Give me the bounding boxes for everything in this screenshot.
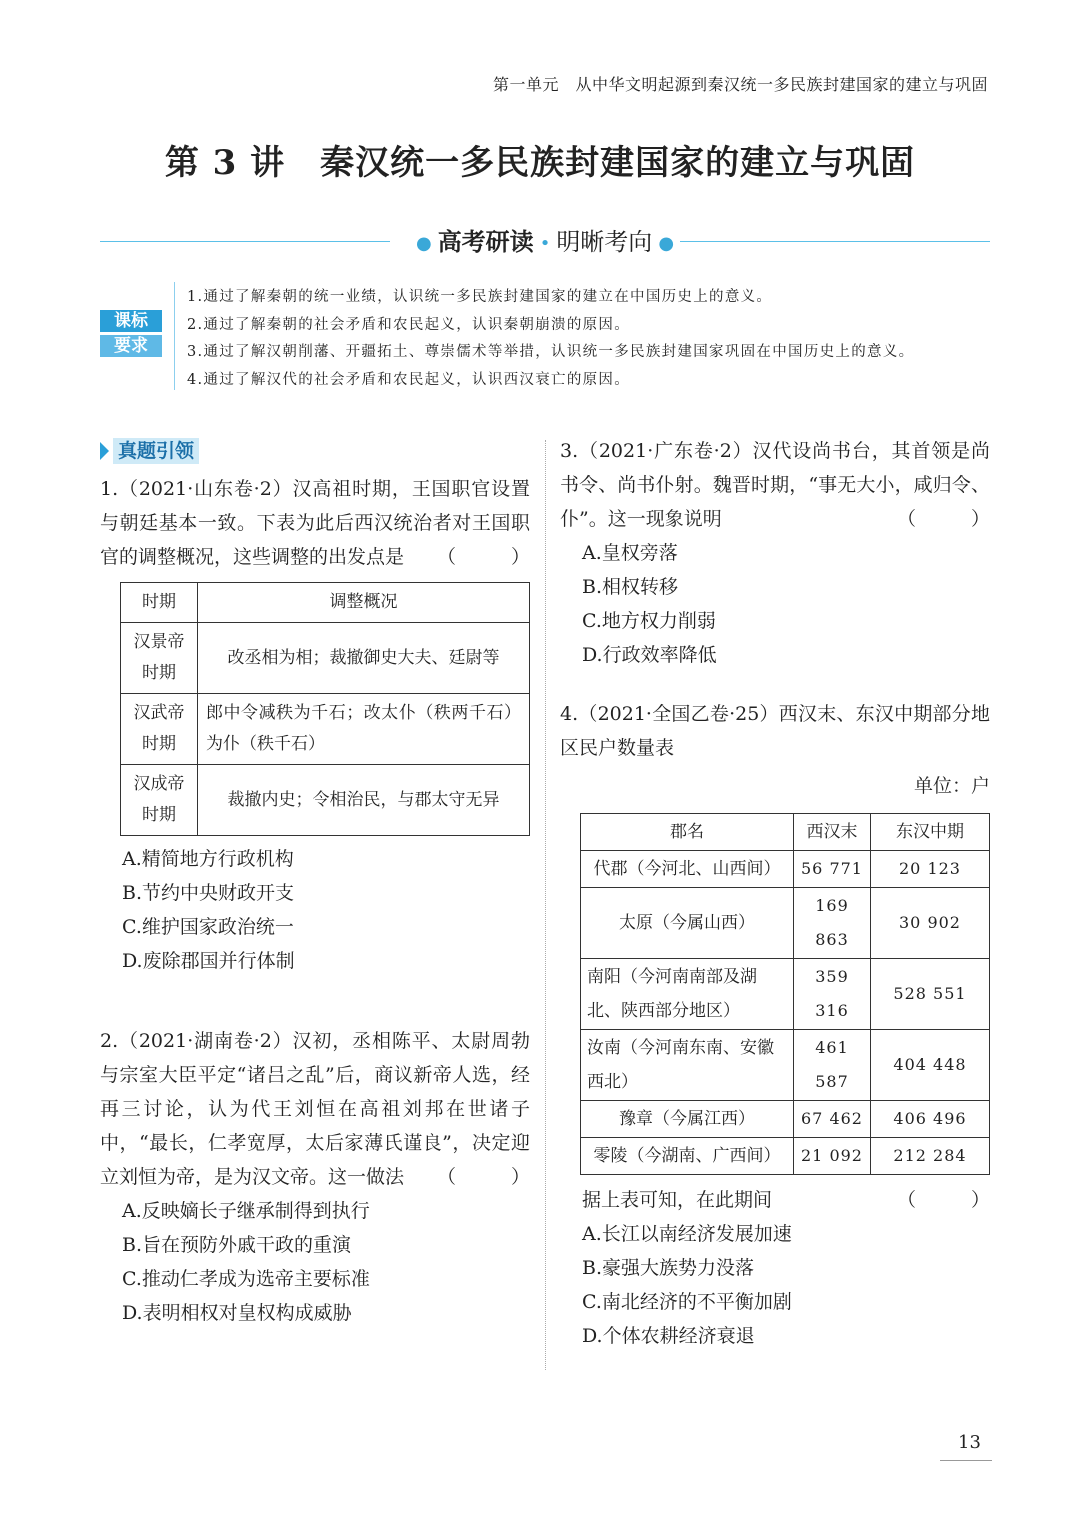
table-cell: 郎中令减秩为千石；改太仆（秩两千石）为仆（秩千石） xyxy=(198,694,530,765)
curriculum-badge xyxy=(100,310,162,358)
table-row xyxy=(121,765,530,836)
table-cell: 67 462 xyxy=(794,1101,871,1138)
table-cell: 裁撤内史；令相治民，与郡太守无异 xyxy=(198,765,530,836)
table-header-cell: 时期 xyxy=(121,583,198,623)
option: D.行政效率降低 xyxy=(582,644,717,666)
table-cell: 359 316 xyxy=(794,959,871,1030)
table-row xyxy=(581,1138,990,1175)
option: B.相权转移 xyxy=(582,576,679,598)
table-cell: 56 771 xyxy=(794,851,871,888)
q1-table xyxy=(120,582,530,836)
table-cell: 20 123 xyxy=(871,851,990,888)
option: C.推动仁孝成为选帝主要标准 xyxy=(122,1268,370,1290)
table-cell: 零陵（今湖南、广西间） xyxy=(581,1138,794,1175)
table-cell: 汉成帝时期 xyxy=(121,765,198,836)
section-tag-label: 真题引领 xyxy=(113,438,199,464)
banner-text xyxy=(100,222,990,257)
table-header-cell: 东汉中期 xyxy=(871,814,990,851)
option: B.豪强大族势力没落 xyxy=(582,1257,755,1279)
requirement-item: 3.通过了解汉朝削藩、开疆拓土、尊崇儒术等举措，认识统一多民族封建国家巩固在中国历史上的意义。 xyxy=(187,344,915,360)
table-cell: 406 496 xyxy=(871,1101,990,1138)
column-divider xyxy=(545,440,546,1370)
dot-icon: • xyxy=(539,233,551,254)
table-cell: 太原（今属山西） xyxy=(581,888,794,959)
triangle-marker-icon xyxy=(100,442,109,460)
table-row xyxy=(121,623,530,694)
option: D.表明相权对皇权构成威胁 xyxy=(122,1302,352,1324)
question-4 xyxy=(560,697,1008,1353)
section-tag xyxy=(100,438,199,464)
lecture-title: 第 3 讲 秦汉统一多民族封建国家的建立与巩固 xyxy=(164,143,916,183)
table-row xyxy=(581,851,990,888)
table-row xyxy=(581,1101,990,1138)
option: B.节约中央财政开支 xyxy=(122,882,295,904)
q2-stem-text: 2.（2021·湖南卷·2）汉初，丞相陈平、太尉周勃与宗室大臣平定“诸吕之乱”后，商议新帝人选，经再三讨论，认为代王刘恒在高祖刘邦在世诸子中，“最长，仁孝宽厚，太后家薄氏谨良”，决定迎立刘恒为帝，是为汉文帝。这一做法 xyxy=(100,1030,530,1188)
table-header-cell: 调整概况 xyxy=(198,583,530,623)
q4-stem-after xyxy=(560,1183,1008,1217)
table-cell: 404 448 xyxy=(871,1030,990,1101)
dot-icon: ● xyxy=(415,233,432,254)
section-banner xyxy=(100,222,990,260)
table-row xyxy=(581,959,990,1030)
table-cell: 改丞相为相；裁撤御史大夫、廷尉等 xyxy=(198,623,530,694)
option: C.维护国家政治统一 xyxy=(122,916,294,938)
answer-bracket: （ ） xyxy=(436,1166,548,1188)
table-row xyxy=(581,1030,990,1101)
table-cell: 528 551 xyxy=(871,959,990,1030)
table-cell: 汉景帝时期 xyxy=(121,623,198,694)
option: A.长江以南经济发展加速 xyxy=(582,1223,792,1245)
question-1 xyxy=(100,472,548,978)
option: D.废除郡国并行体制 xyxy=(122,950,295,972)
page-number-rule xyxy=(940,1460,992,1461)
table-header-cell: 西汉末 xyxy=(794,814,871,851)
q2-stem xyxy=(100,1024,548,1194)
table-cell: 豫章（今属江西） xyxy=(581,1101,794,1138)
answer-bracket: （ ） xyxy=(896,508,1008,530)
q4-table xyxy=(580,813,990,1175)
table-cell: 461 587 xyxy=(794,1030,871,1101)
banner-left-text: 高考研读 xyxy=(437,227,534,256)
table-cell: 南阳（今河南南部及湖北、陕西部分地区） xyxy=(581,959,794,1030)
answer-bracket: （ ） xyxy=(436,546,548,568)
question-2 xyxy=(100,1024,548,1330)
dot-icon: ● xyxy=(658,233,675,254)
table-cell: 169 863 xyxy=(794,888,871,959)
option: A.反映嫡长子继承制得到执行 xyxy=(122,1200,370,1222)
requirement-item: 1.通过了解秦朝的统一业绩，认识统一多民族封建国家的建立在中国历史上的意义。 xyxy=(187,289,773,305)
banner-right-text: 明晰考向 xyxy=(556,228,653,256)
table-cell: 21 092 xyxy=(794,1138,871,1175)
table-header-cell: 郡名 xyxy=(581,814,794,851)
q4-stem: 4.（2021·全国乙卷·25）西汉末、东汉中期部分地区民户数量表 xyxy=(560,703,990,759)
q4-unit: 单位：户 xyxy=(913,775,990,797)
table-cell: 汉武帝时期 xyxy=(121,694,198,765)
badge-line-1: 课标 xyxy=(100,310,162,332)
page-number: 13 xyxy=(958,1432,981,1453)
q3-stem xyxy=(560,434,1008,536)
option: A.皇权旁落 xyxy=(582,542,678,564)
badge-line-2: 要求 xyxy=(100,335,162,357)
q4-stem-after-text: 据上表可知，在此期间 xyxy=(582,1189,773,1211)
requirement-item: 2.通过了解秦朝的社会矛盾和农民起义，认识秦朝崩溃的原因。 xyxy=(187,316,631,333)
table-header-row xyxy=(581,814,990,851)
requirement-item: 4.通过了解汉代的社会矛盾和农民起义，认识西汉衰亡的原因。 xyxy=(187,371,631,388)
q1-stem xyxy=(100,472,548,574)
question-3 xyxy=(560,434,1008,672)
q1-stem-text: 1.（2021·山东卷·2）汉高祖时期，王国职官设置与朝廷基本一致。下表为此后西汉统治者对王国职官的调整概况，这些调整的出发点是 xyxy=(100,478,530,568)
table-cell: 30 902 xyxy=(871,888,990,959)
option: C.南北经济的不平衡加剧 xyxy=(582,1291,792,1313)
option: C.地方权力削弱 xyxy=(582,610,716,632)
q3-stem-text: 3.（2021·广东卷·2）汉代设尚书台，其首领是尚书令、尚书仆射。魏晋时期，“事无大小，咸归令、仆”。这一现象说明 xyxy=(560,440,990,530)
answer-bracket: （ ） xyxy=(896,1189,1008,1211)
unit-header: 第一单元 从中华文明起源到秦汉统一多民族封建国家的建立与巩固 xyxy=(492,75,988,94)
requirements-list xyxy=(187,284,914,394)
table-cell: 212 284 xyxy=(871,1138,990,1175)
table-row xyxy=(581,888,990,959)
option: A.精简地方行政机构 xyxy=(122,848,294,870)
table-cell: 代郡（今河北、山西间） xyxy=(581,851,794,888)
option: D.个体农耕经济衰退 xyxy=(582,1325,755,1347)
table-cell: 汝南（今河南东南、安徽西北） xyxy=(581,1030,794,1101)
option: B.旨在预防外戚干政的重演 xyxy=(122,1234,352,1256)
table-row xyxy=(121,694,530,765)
table-header-row xyxy=(121,583,530,623)
requirements-divider xyxy=(174,282,175,390)
